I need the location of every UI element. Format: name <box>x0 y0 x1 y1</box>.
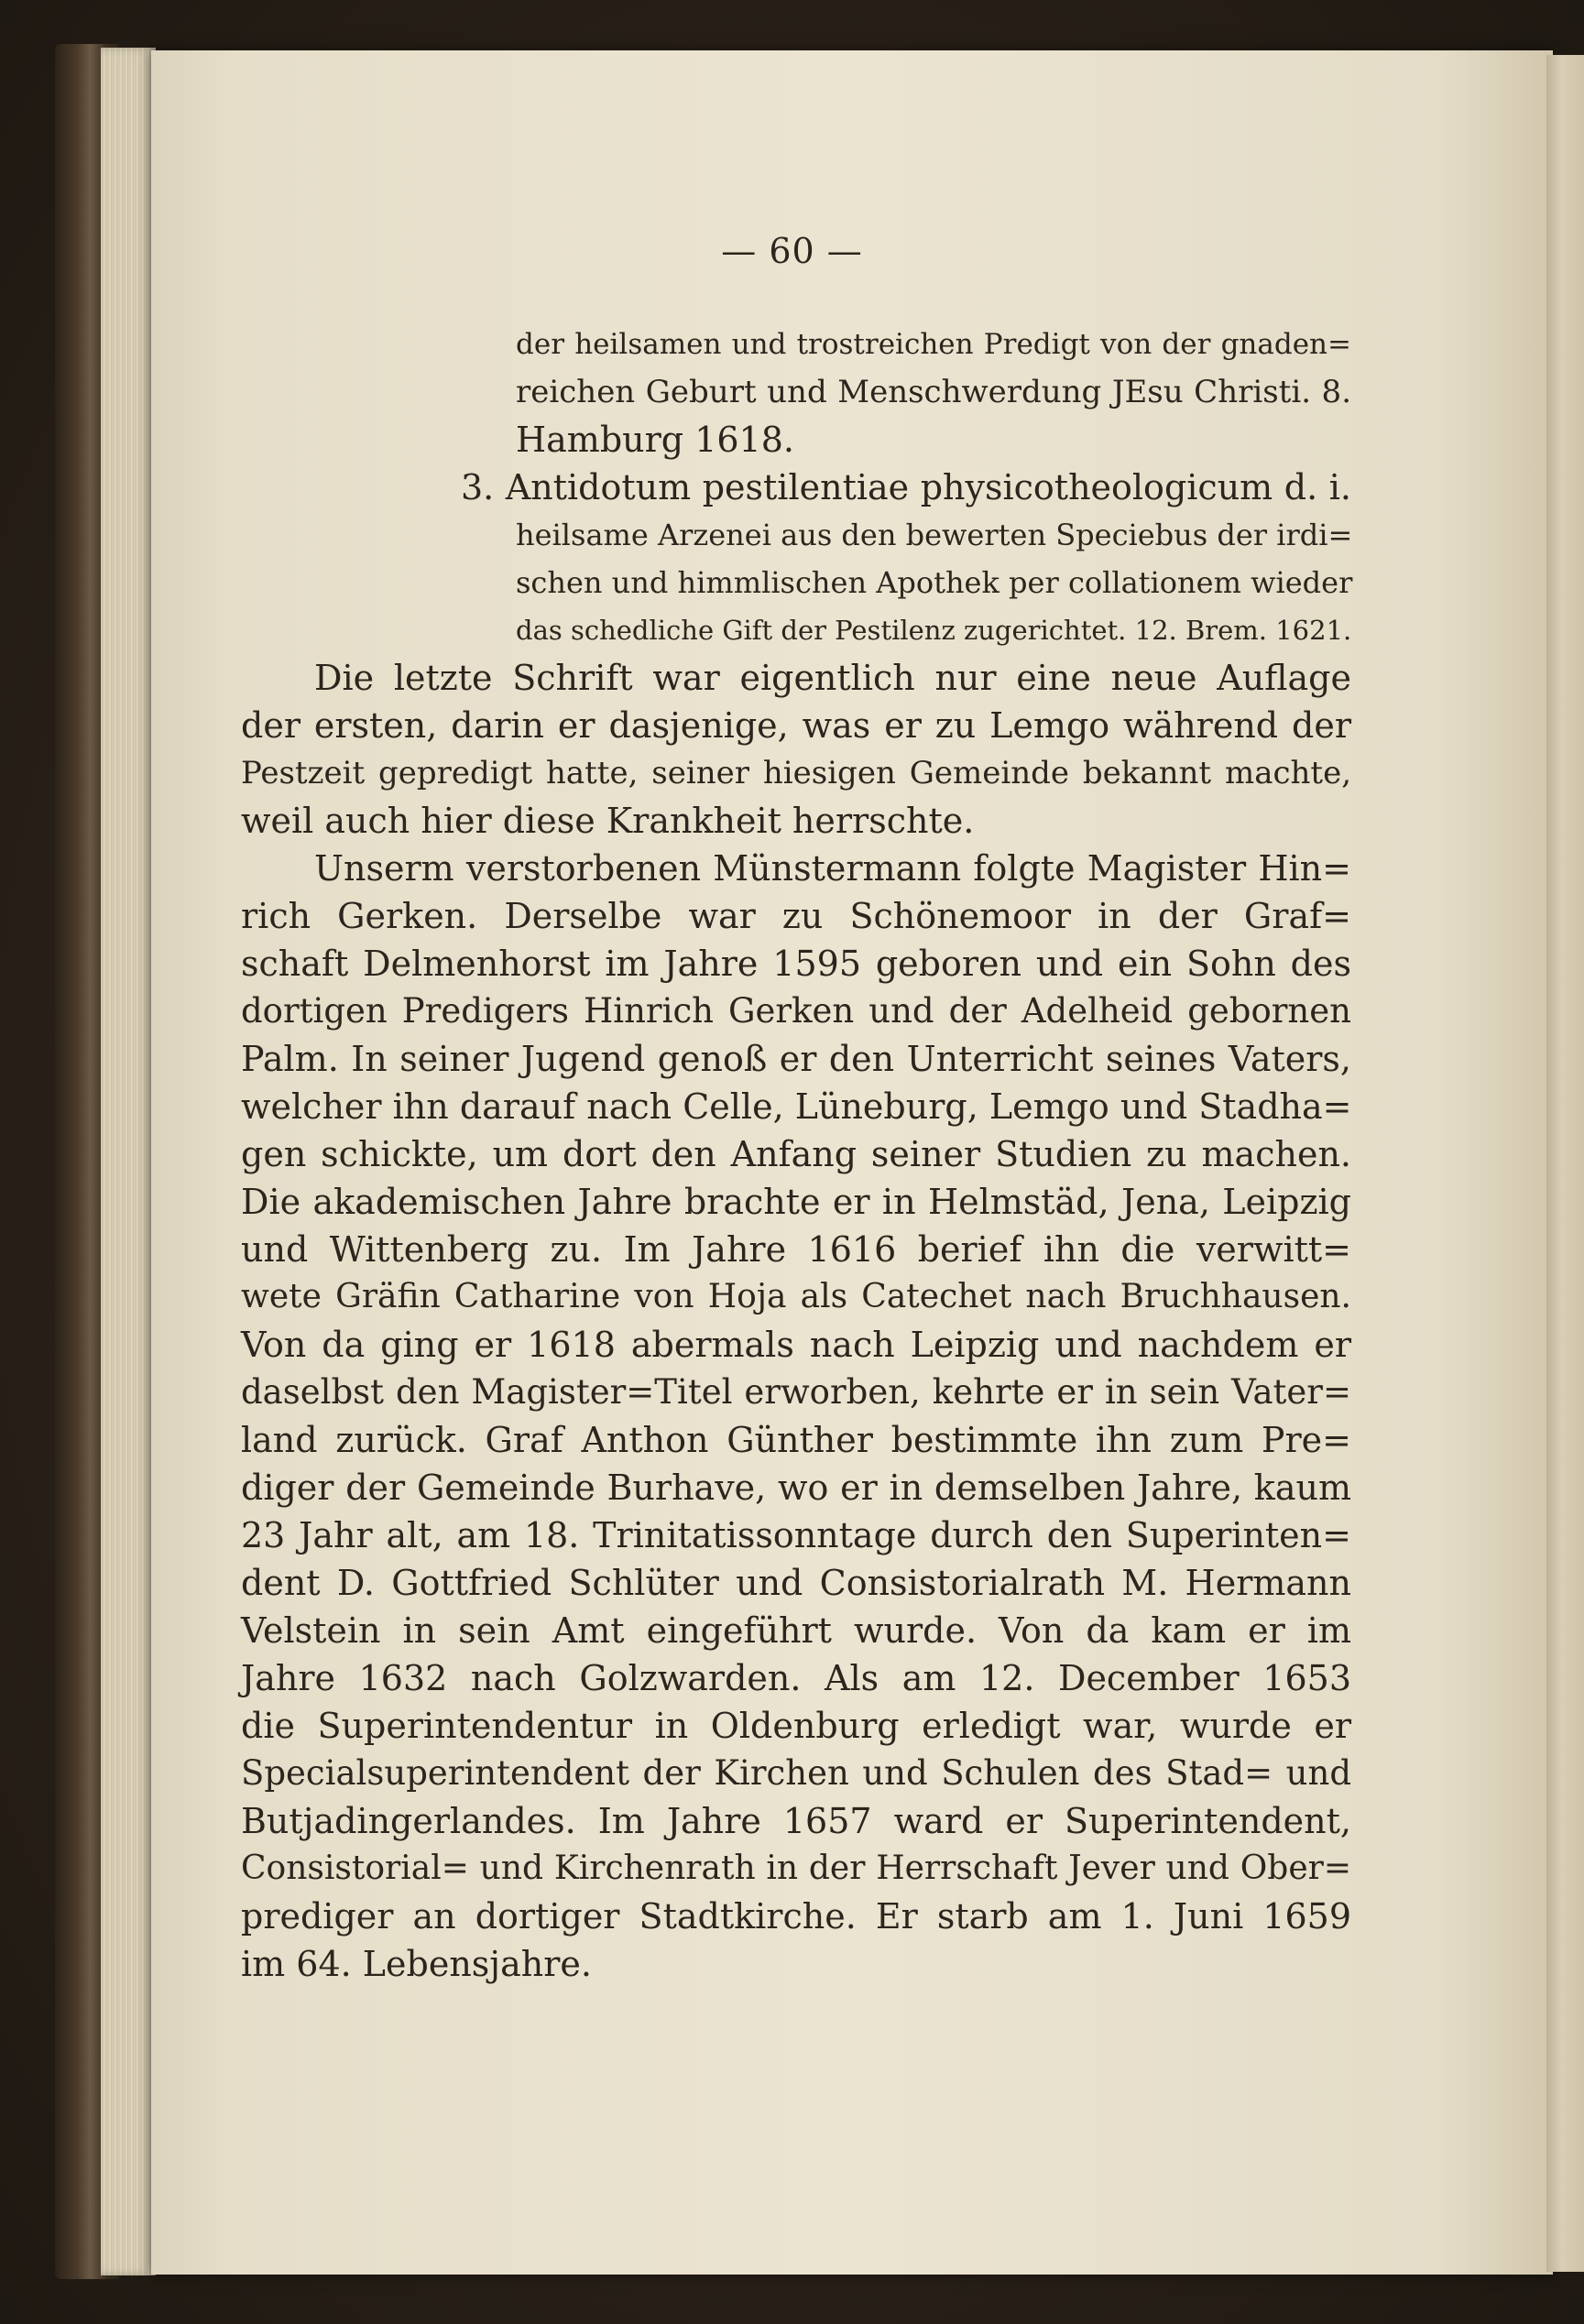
text-line: dent D. Gottfried Schlüter und Consistorialrath M. Hermann <box>241 1563 1351 1603</box>
text-line: Die letzte Schrift war eigentlich nur eine neue Auflage <box>314 658 1351 698</box>
text-line: Unserm verstorbenen Münstermann folgte Magister Hin= <box>314 848 1351 889</box>
text-line: Jahre 1632 nach Golzwarden. Als am 12. December 1653 <box>241 1658 1351 1698</box>
text-line: Die akademischen Jahre brachte er in Helmstäd, Jena, Leipzig <box>241 1182 1351 1222</box>
text-line: im 64. Lebensjahre. <box>241 1944 592 1984</box>
facing-page-edge <box>1546 55 1584 2272</box>
text-line: land zurück. Graf Anthon Günther bestimmte ihn zum Pre= <box>241 1420 1351 1460</box>
text-line: reichen Geburt und Menschwerdung JEsu Christi. 8. <box>516 374 1351 410</box>
text-line: Von da ging er 1618 abermals nach Leipzig und nachdem er <box>241 1325 1351 1365</box>
text-line: der heilsamen und trostreichen Predigt von der gnaden= <box>516 328 1351 361</box>
text-line: 3. Antidotum pestilentiae physicotheologicum d. i. <box>461 467 1351 507</box>
text-line: Consistorial= und Kirchenrath in der Herrschaft Jever und Ober= <box>241 1849 1351 1887</box>
text-line: das schedliche Gift der Pestilenz zugerichtet. 12. Brem. 1621. <box>516 615 1352 646</box>
text-line: Velstein in sein Amt eingeführt wurde. Von da kam er im <box>241 1610 1351 1651</box>
text-line: heilsame Arzenei aus den bewerten Speciebus der irdi= <box>516 518 1353 552</box>
text-line: Pestzeit gepredigt hatte, seiner hiesigen Gemeinde bekannt machte, <box>241 755 1351 791</box>
text-line: wete Gräfin Catharine von Hoja als Catechet nach Bruchhausen. <box>241 1278 1351 1315</box>
text-line: schen und himmlischen Apothek per collationem wieder <box>516 565 1353 600</box>
text-line: welcher ihn darauf nach Celle, Lüneburg, Lemgo und Stadha= <box>241 1086 1352 1127</box>
text-line: und Wittenberg zu. Im Jahre 1616 berief ihn die verwitt= <box>241 1229 1351 1270</box>
text-line: diger der Gemeinde Burhave, wo er in demselben Jahre, kaum <box>241 1468 1351 1508</box>
text-line: daselbst den Magister=Titel erworben, kehrte er in sein Vater= <box>241 1372 1351 1412</box>
text-line: die Superintendentur in Oldenburg erledigt war, wurde er <box>241 1706 1351 1746</box>
text-line: prediger an dortiger Stadtkirche. Er starb am 1. Juni 1659 <box>241 1896 1351 1937</box>
text-line: Specialsuperintendent der Kirchen und Schulen des Stad= und <box>241 1753 1351 1793</box>
text-line: Palm. In seiner Jugend genoß er den Unterricht seines Vaters, <box>241 1039 1351 1079</box>
page-number: — 60 — <box>721 231 863 271</box>
text-line: der ersten, darin er dasjenige, was er zu Lemgo während der <box>241 705 1351 746</box>
text-line: weil auch hier diese Krankheit herrschte. <box>241 801 975 841</box>
text-line: dortigen Predigers Hinrich Gerken und der Adelheid gebornen <box>241 991 1351 1031</box>
page-stack-edges <box>101 48 156 2275</box>
text-line: rich Gerken. Derselbe war zu Schönemoor in der Graf= <box>241 896 1351 936</box>
text-line: Hamburg 1618. <box>516 420 794 460</box>
text-line: Butjadingerlandes. Im Jahre 1657 ward er Superintendent, <box>241 1801 1351 1841</box>
text-line: 23 Jahr alt, am 18. Trinitatissonntage durch den Superinten= <box>241 1515 1351 1555</box>
text-line: gen schickte, um dort den Anfang seiner Studien zu machen. <box>241 1134 1351 1174</box>
text-line: schaft Delmenhorst im Jahre 1595 geboren und ein Sohn des <box>241 944 1351 984</box>
